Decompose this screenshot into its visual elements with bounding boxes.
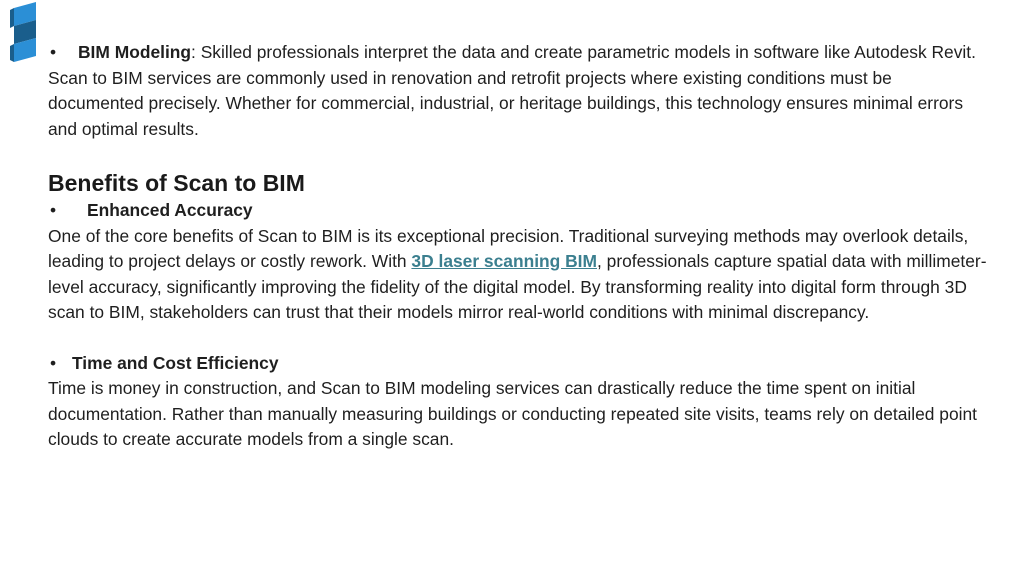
accuracy-text-before: One of the core benefits of Scan to BIM is its exceptional precision. Traditional surveying methods may overlook details, leading to project delays or costly rework. With [48, 225, 969, 271]
laser-scanning-link[interactable]: 3D laser scanning BIM [411, 251, 597, 271]
accuracy-text-after: , professionals capture spatial data with millimeter-level accuracy, significantly improving the fidelity of the digital model. By transforming reality into digital form through 3D scan to BIM, stakeholders can trust that their models mirror real-world conditions with minimal discrepancy. [48, 251, 987, 322]
bullet-marker: • [50, 352, 57, 373]
bullet-marker: • [50, 200, 57, 220]
bullet-marker: • [50, 42, 57, 62]
bullet-enhanced-accuracy [48, 198, 988, 224]
accuracy-paragraph [48, 224, 988, 326]
spacer [48, 326, 988, 351]
intro-paragraph: Scan to BIM services are commonly used in renovation and retrofit projects where existing conditions must be documented precisely. Whether for commercial, industrial, or heritage buildings, this technology ensures minimal errors and optimal results. [48, 67, 964, 139]
efficiency-paragraph: Time is money in construction, and Scan to BIM modeling services can drastically reduce the time spent on initial documentation. Rather than manually measuring buildings or conducting repeated site visits, teams rely on detailed point clouds to create accurate models from a single scan. [48, 378, 977, 449]
brand-logo [8, 2, 38, 62]
bullet-description: : Skilled professionals interpret the data and create parametric models in software like Autodesk Revit. [191, 42, 976, 62]
bullet-time-cost [48, 351, 988, 377]
benefits-heading: Benefits of Scan to BIM [48, 170, 305, 196]
bullet-bim-modeling [48, 40, 988, 66]
bullet-title: Time and Cost Efficiency [72, 352, 279, 373]
bullet-title: BIM Modeling [78, 42, 192, 62]
bullet-text [78, 40, 988, 66]
document-body [48, 40, 988, 453]
bullet-title: Enhanced Accuracy [87, 200, 253, 220]
